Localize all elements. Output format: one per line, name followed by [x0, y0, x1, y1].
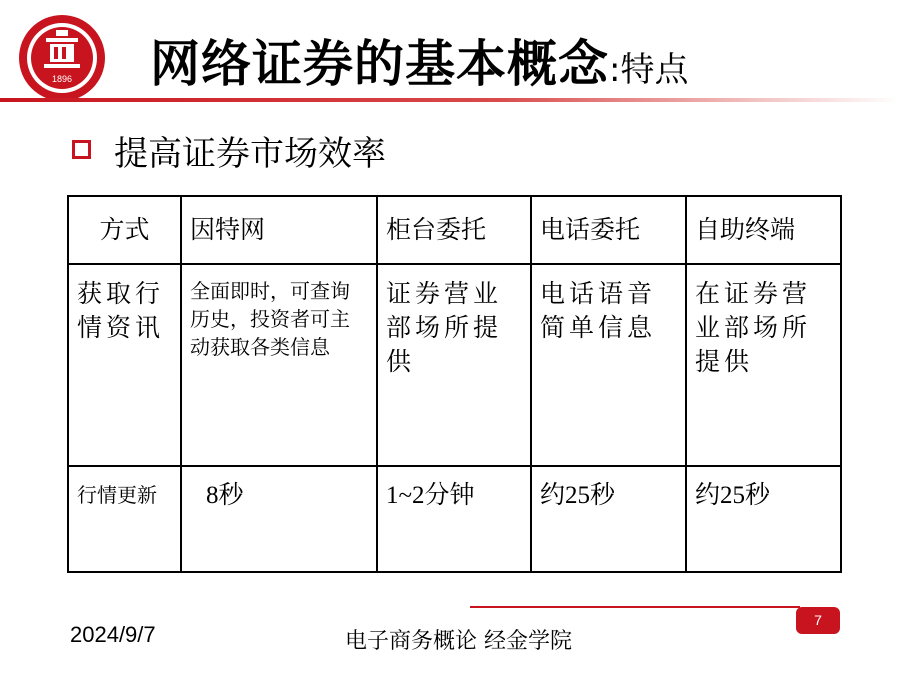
cell-terminal-update: 约25秒	[686, 466, 841, 572]
footer-date: 2024/9/7	[70, 622, 156, 647]
cell-phone-quotes: 电话语音简单信息	[531, 264, 686, 466]
footer-course: 电子商务概论 经金学院	[345, 629, 572, 654]
bullet-square-icon	[72, 140, 91, 159]
cell-counter-quotes: 证券营业部场所提供	[377, 264, 531, 466]
slide-title	[150, 24, 688, 96]
row-label-quotes: 获取行情资讯	[68, 264, 181, 466]
header-internet: 因特网	[181, 196, 377, 264]
title-divider	[0, 98, 900, 102]
cell-terminal-quotes: 在证券营业部场所提供	[686, 264, 841, 466]
header-method: 方式	[68, 196, 181, 264]
university-logo	[16, 12, 108, 104]
header-phone: 电话委托	[531, 196, 686, 264]
table-header-row	[68, 196, 841, 264]
page-number: 7	[796, 607, 840, 634]
header-counter: 柜台委托	[377, 196, 531, 264]
logo-year: 1896	[51, 74, 73, 84]
title-main: 网络证券的基本概念	[150, 35, 609, 93]
cell-counter-update: 1~2分钟	[377, 466, 531, 572]
cell-internet-quotes: 全面即时，可查询历史，投资者可主动获取各类信息	[181, 264, 377, 466]
header-terminal: 自助终端	[686, 196, 841, 264]
table-row	[68, 466, 841, 572]
bullet-point: 提高证券市场效率	[114, 134, 386, 174]
footer-divider	[470, 606, 800, 608]
cell-internet-update: 8秒	[181, 466, 377, 572]
comparison-table	[67, 195, 842, 573]
table-row	[68, 264, 841, 466]
title-sub: :特点	[609, 50, 689, 90]
cell-phone-update: 约25秒	[531, 466, 686, 572]
row-label-update: 行情更新	[68, 466, 181, 572]
